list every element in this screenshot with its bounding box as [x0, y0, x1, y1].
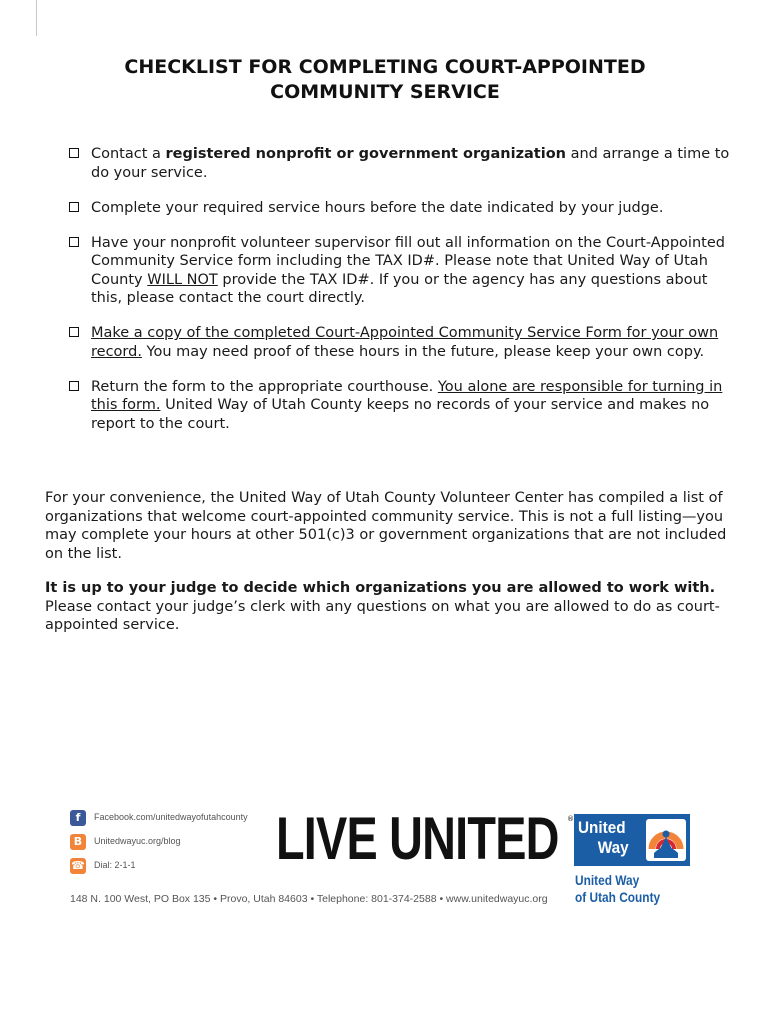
chapter-name: United Way of Utah County [575, 873, 661, 905]
logo-wordmark: United Way [578, 818, 629, 857]
checklist-item-make-copy: Make a copy of the completed Court-Appointed Community Service Form for your own record. You may need proof of these hours in the future, please keep your own copy. [68, 324, 738, 361]
phone-icon: ☎ [71, 859, 85, 872]
checklist-item-complete-hours: Complete your required service hours before the date indicated by your judge. [68, 199, 738, 218]
title-line-2: COMMUNITY SERVICE [270, 81, 500, 103]
checkbox-icon[interactable] [69, 237, 79, 247]
checklist-item-return-form: Return the form to the appropriate courthouse. You alone are responsible for turning in this form. United Way of Utah County keeps no records of your service and makes no report to the court. [68, 378, 738, 434]
footer-address: 148 N. 100 West, PO Box 135 • Provo, Utah 84603 • Telephone: 801-374-2588 • www.unitedwayuc.org [70, 893, 548, 905]
page-margin-mark [36, 0, 37, 36]
checkbox-icon[interactable] [69, 202, 79, 212]
trademark-symbol: ® [567, 815, 574, 823]
checklist [68, 145, 738, 450]
judge-paragraph: It is up to your judge to decide which organizations you are allowed to work with. Please contact your judge’s clerk with any questions on what you are allowed to do as court-appointed service. [45, 580, 720, 633]
blog-link[interactable]: Unitedwayuc.org/blog [94, 836, 181, 846]
checklist-item-contact: Contact a registered nonprofit or government organization and arrange a time to do your service. [68, 145, 738, 182]
united-way-logo [574, 814, 690, 866]
dial-211-text: Dial: 2-1-1 [94, 860, 136, 870]
checkbox-icon[interactable] [69, 327, 79, 337]
page-title [0, 55, 770, 105]
logo-hand-rainbow-icon [646, 819, 686, 861]
checkbox-icon[interactable] [69, 148, 79, 158]
convenience-paragraph: For your convenience, the United Way of Utah County Volunteer Center has compiled a list of organizations that welcome court-appointed community service. This is not a full listing—you may complete your hours at other 501(c)3 or government organizations that are not included on the list. [45, 490, 727, 562]
checklist-item-supervisor-form: Have your nonprofit volunteer supervisor fill out all information on the Court-Appointed Community Service form including the TAX ID#. Please note that United Way of Utah County WILL NOT provide the TAX ID#. If you or the agency has any questions about this, please contact the court directly. [68, 234, 738, 308]
title-line-1: CHECKLIST FOR COMPLETING COURT-APPOINTED [124, 56, 646, 78]
blog-icon: B [70, 834, 86, 850]
checkbox-icon[interactable] [69, 381, 79, 391]
facebook-link[interactable]: Facebook.com/unitedwayofutahcounty [94, 812, 248, 822]
live-united-slogan: LIVE UNITED [276, 805, 559, 872]
facebook-icon: f [70, 810, 86, 826]
